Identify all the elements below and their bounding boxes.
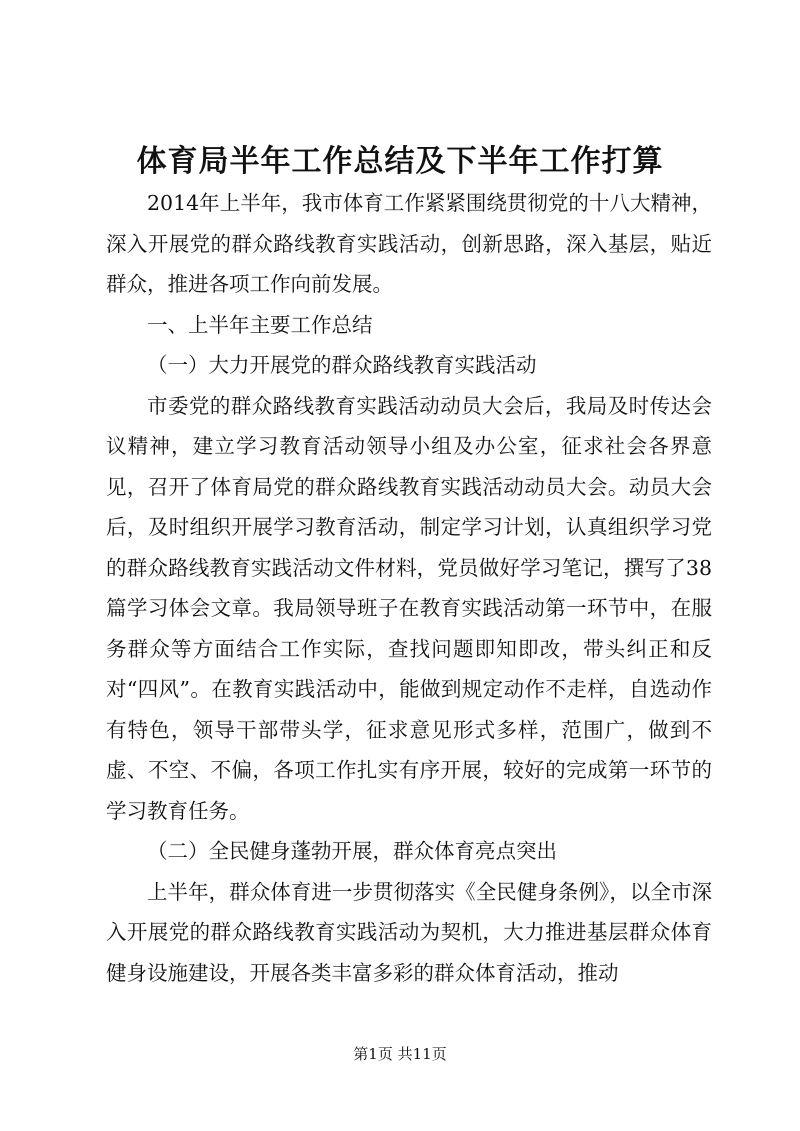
paragraph-intro: 2014年上半年，我市体育工作紧紧围绕贯彻党的十八大精神，深入开展党的群众路线教育实践活动，创新思路，深入基层，贴近群众，推进各项工作向前发展。 xyxy=(106,191,712,296)
subsection-heading: （二）全民健身蓬勃开展，群众体育亮点突出 xyxy=(147,839,557,863)
document-title: 体育局半年工作总结及下半年工作打算 xyxy=(136,144,664,179)
paragraph: 市委党的群众路线教育实践活动动员大会后，我局及时传达会议精神，建立学习教育活动领导小组及办公室，征求社会各界意见，召开了体育局党的群众路线教育实践活动动员大会。动员大会后，及时组织开展学习教育活动，制定学习计划，认真组织学习党的群众路线教育实践活动文件材料，党员做好学习笔记，撰写了38篇学习体会文章。我局领导班子在教育实践活动第一环节中，在服务群众等方面结合工作实际，查找问题即知即改，带头纠正和反对“四风”。在教育实践活动中，能做到规定动作不走样，自选动作有特色，领导干部带头学，征求意见形式多样，范围广，做到不虚、不空、不偏，各项工作扎实有序开展，较好的完成第一环节的学习教育任务。 xyxy=(106,393,712,823)
document-body xyxy=(106,183,712,993)
subsection-heading: （一）大力开展党的群众路线教育实践活动 xyxy=(147,353,537,377)
section-heading: 一、上半年主要工作总结 xyxy=(147,312,373,337)
paragraph: 上半年，群众体育进一步贯彻落实《全民健身条例》，以全市深入开展党的群众路线教育实践活动为契机，大力推进基层群众体育健身设施建设，开展各类丰富多彩的群众体育活动，推动 xyxy=(106,879,712,985)
page-footer: 第1页 共11页 xyxy=(353,1045,447,1063)
